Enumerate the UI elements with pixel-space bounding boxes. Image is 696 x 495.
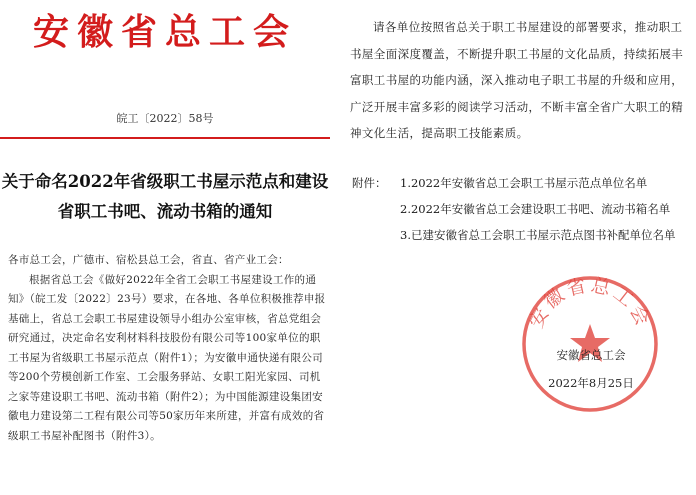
attachments-list bbox=[400, 170, 680, 248]
body-text bbox=[8, 251, 326, 446]
body-paragraph-1: 根据省总工会《做好2022年全省工会职工书屋建设工作的通知》（皖工发〔2022〕23号）要求，在各地、各单位积极推荐申报基础上，省总工会职工书屋建设领导小组办公室审核，省总党组会研究通过，决定命名安利材料科技股份有限公司等100家单位的职工书屋为省级职工书屋示范点（附件1）；为安徽申通快递有限公司等200个劳模创新工作室、工会服务驿站、女职工阳光家园、司机之家等建设职工书吧、流动书箱（附件2）；为中国能源建设集团安徽电力建设第二工程有限公司等50家历年来所建，并富有成效的省级职工书屋补配图书（附件3）。 bbox=[8, 273, 326, 442]
signature-organization: 安徽省总工会 bbox=[556, 348, 626, 362]
notice-title-line-2: 省职工书吧、流动书箱的通知 bbox=[57, 202, 273, 221]
attachments-label: 附件： bbox=[352, 176, 387, 190]
issuer-title: 安徽省总工会 bbox=[32, 12, 297, 53]
right-column bbox=[332, 0, 696, 495]
official-seal-stamp bbox=[516, 270, 664, 418]
document-number: 皖工〔2022〕58号 bbox=[116, 112, 214, 125]
body-paragraph-2: 请各单位按照省总关于职工书屋建设的部署要求，推动职工书屋全面深度覆盖，不断提升职工书屋的文化品质，持续拓展丰富职工书屋的功能内涵，深入推动电子职工书屋的升级和应用，广泛开展丰富多彩的阅读学习活动，不断丰富全省广大职工的精神文化生活，提高职工技能素质。 bbox=[350, 20, 684, 140]
signature-date: 2022年8月25日 bbox=[548, 376, 634, 390]
notice-title-line-1: 关于命名2022年省级职工书屋示范点和建设 bbox=[1, 172, 329, 191]
notice-title bbox=[0, 167, 330, 227]
attachment-item-3: 3.已建安徽省总工会职工书屋示范点图书补配单位名单 bbox=[400, 228, 676, 242]
svg-text:安徽省总工会: 安徽省总工会 bbox=[525, 274, 655, 332]
left-column bbox=[0, 0, 330, 495]
addressee-line: 各市总工会，广德市、宿松县总工会，省直、省产业工会： bbox=[8, 254, 289, 266]
red-divider-rule bbox=[0, 137, 330, 139]
attachment-item-2: 2.2022年安徽省总工会建设职工书吧、流动书箱名单 bbox=[400, 202, 671, 216]
attachment-item-1: 1.2022年安徽省总工会职工书屋示范点单位名单 bbox=[400, 176, 648, 190]
